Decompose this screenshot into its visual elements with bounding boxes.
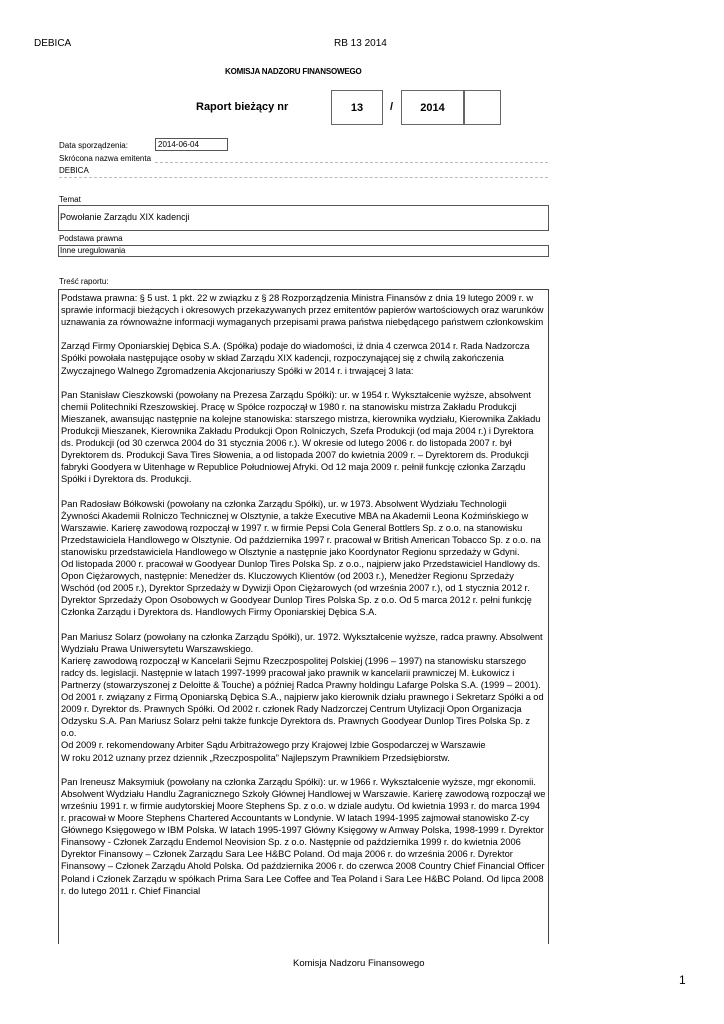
page-number: 1 — [679, 973, 686, 987]
date-label: Data sporządzenia: — [59, 141, 128, 150]
header-left: DEBICA — [34, 38, 72, 49]
content-paragraph-legal: Podstawa prawna: § 5 ust. 1 pkt. 22 w związku z § 28 Rozporządzenia Ministra Finansów z dnia 19 lutego 2009 r. w sprawie informacji bieżących i okresowych przekazywanych przez emitentów papierów wartościowych oraz warunków uznawania za równoważne informacji wymaganych przepisami prawa państwa niebędącego państwem członkowskim — [61, 293, 544, 328]
legal-basis-field — [58, 245, 549, 257]
issuer-label: Skrócona nazwa emitenta — [59, 154, 152, 163]
commission-title: KOMISJA NADZORU FINANSOWEGO — [225, 67, 362, 76]
subject-label: Temat — [59, 195, 81, 204]
header-center: RB 13 2014 — [334, 38, 387, 49]
content-paragraph-maksymiuk: Pan Ireneusz Maksymiuk (powołany na członka Zarządu Spółki): ur. w 1966 r. Wykształcenie wyższe, mgr ekonomii. Absolwent Wydziału Handlu Zagranicznego Szkoły Głównej Handlowej w Warszawie. Karierę zawodową rozpoczął we wrześniu 1991 r. w firmie audytorskiej Moore Stephens Sp. z o.o. w dziale audytu. Od kwietnia 1993 r. do marca 1994 r. pracował w Moore Stephens Chartered Accountants w Londynie. W latach 1994-1995 zajmował stanowisko Z-cy Głównego Księgowego w IBM Polska. W latach 1995-1997 Główny Księgowy w Amway Polska, 1998-1999 r. Dyrektor Finansowy - Członek Zarządu Endemol Neovision Sp. z o.o. Następnie od października 1999 r. do kwietnia 2006 Dyrektor Finansowy – Członek Zarządu Sara Lee H&BC Poland. Od maja 2006 r. do września 2006 r. Dyrektor Finansowy – Członek Zarządu Ahold Polska. Od października 2006 r. do czerwca 2008 Country Chief Financial Officer Poland i Członek Zarządu w spółkach Prima Sara Lee Coffee and Tea Poland i Sara Lee H&BC Poland. Od lipca 2008 r. do lutego 2011 r. Chief Financial — [61, 776, 546, 896]
subject-field — [58, 205, 549, 231]
issuer-divider-top — [155, 162, 548, 163]
content-label: Treść raportu: — [59, 277, 109, 286]
report-separator: / — [390, 101, 394, 113]
report-content — [58, 289, 549, 944]
issuer-divider-bottom — [59, 177, 548, 178]
report-empty-cell — [464, 90, 501, 125]
date-value: 2014-06-04 — [158, 140, 199, 149]
footer-text: Komisja Nadzoru Finansowego — [293, 958, 425, 969]
legal-basis-value: Inne uregulowania — [60, 246, 126, 255]
legal-basis-label: Podstawa prawna — [59, 234, 123, 243]
subject-value: Powołanie Zarządu XIX kadencji — [60, 212, 190, 222]
content-paragraph-cieszkowski: Pan Stanisław Cieszkowski (powołany na Prezesa Zarządu Spółki): ur. w 1954 r. Wykształcenie wyższe, absolwent chemii Politechniki Rzeszowskiej. Pracę w Spółce rozpoczął w 1980 r. na stanowisku mistrza Zakładu Produkcji Mieszanek, awansując następnie na kolejne stanowiska: starszego mistrza, kierownika wydziału, Kierownika Zakładu Produkcji Mieszanek, Kierownika Zakładu Produkcji Opon Rolniczych, Szefa Produkcji (od maja 2004 r.) i Dyrektora ds. Produkcji (od 30 czerwca 2004 do 31 stycznia 2006 r.). W okresie od lutego 2006 r. do listopada 2007 r. był Dyrektorem ds. Produkcji Sava Tires Słowenia, a od listopada 2007 do kwietnia 2009 r. – Dyrektorem ds. Produkcji fabryki Goodyera w Uitenhage w Republice Południowej Afryki. Od 12 maja 2009 r. pełnił funkcję członka Zarządu Spółki i Dyrektora ds. Produkcji. — [61, 389, 541, 485]
report-number: 13 — [331, 90, 383, 125]
date-field — [155, 138, 228, 151]
content-paragraph-solarz: Pan Mariusz Solarz (powołany na członka Zarządu Spółki), ur. 1972. Wykształcenie wyższe, radca prawny. Absolwent Wydziału Prawa Uniwersytetu Warszawskiego. Karierę zawodową rozpoczął w Kancelarii Sejmu Rzeczpospolitej Polskiej (1996 – 1997) na stanowisku starszego radcy ds. legislacji. Następnie w latach 1997-1999 pracował jako prawnik w kancelarii prawniczej M. Łukowicz i Partnerzy (stowarzyszonej z Deloitte & Touche) a później Radca Prawny holdingu Lafarge Polska S.A. (1999 – 2001). Od 2001 r. związany z Firmą Oponiarską Dębica S.A., najpierw jako kierownik działu prawnego i Sekretarz Spółki a od 2009 r. Dyrektor ds. Prawnych Spółki. Od 2002 r. członek Rady Nadzorczej Centrum Utylizacji Opon Organizacja Odzysku S.A. Pan Mariusz Solarz pełni także funkcje Dyrektora ds. Prawnych Goodyear Dunlop Tires Polska Sp. z o.o. Od 2009 r. rekomendowany Arbiter Sądu Arbitrażowego przy Krajowej Izbie Gospodarczej w Warszawie W roku 2012 uznany przez dziennik „Rzeczpospolita” Najlepszym Prawnikiem Przedsiębiorstw. — [61, 631, 544, 763]
content-paragraph-bolkowski: Pan Radosław Bółkowski (powołany na członka Zarządu Spółki), ur. w 1973. Absolwent Wydziału Technologii Żywności Akademii Rolniczo Technicznej w Olsztynie, a także Executive MBA na Akademii Leona Koźmińskiego w Warszawie. Karierę zawodową rozpoczął w 1997 r. w firmie Pepsi Cola General Bottlers Sp. z o.o. na stanowisku Przedstawiciela Handlowego w Olsztynie. Od października 1997 r. pracował w British American Tobacco Sp. z o.o. na stanowisku przedstawiciela Handlowego w Olsztynie a następnie jako Koordynator Regionu sprzedaży w Gdyni. Od listopada 2000 r. pracował w Goodyear Dunlop Tires Polska Sp. z o.o., najpierw jako Przedstawiciel Handlowy ds. Opon Ciężarowych, następnie: Menedżer ds. Kluczowych Klientów (od 2003 r.), Menedżer Regionu Sprzedaży Wschód (od 2005 r.), Dyrektor Sprzedaży w Dywizji Opon Ciężarowych (od września 2007 r.), od 1 stycznia 2012 r. Dyrektor Sprzedaży Opon Osobowych w Goodyear Dunlop Tires Polska Sp. z o.o. Od 5 marca 2012 r. pełni funkcję Członka Zarządu i Dyrektora ds. Handlowych Firmy Oponiarskiej Dębica S.A. — [61, 498, 541, 618]
report-title: Raport bieżący nr — [196, 101, 289, 113]
issuer-value: DEBICA — [59, 166, 89, 175]
report-year: 2014 — [401, 90, 464, 125]
content-paragraph-intro: Zarząd Firmy Oponiarskiej Dębica S.A. (Spółka) podaje do wiadomości, iż dnia 4 czerwca 2014 r. Rada Nadzorcza Spółki powołała następujące osoby w skład Zarządu XIX kadencji, rozpoczynającej się z chwilą zakończenia Zwyczajnego Walnego Zgromadzenia Akcjonariuszy Spółki w 2014 r. i trwającej 3 lata: — [61, 341, 530, 376]
